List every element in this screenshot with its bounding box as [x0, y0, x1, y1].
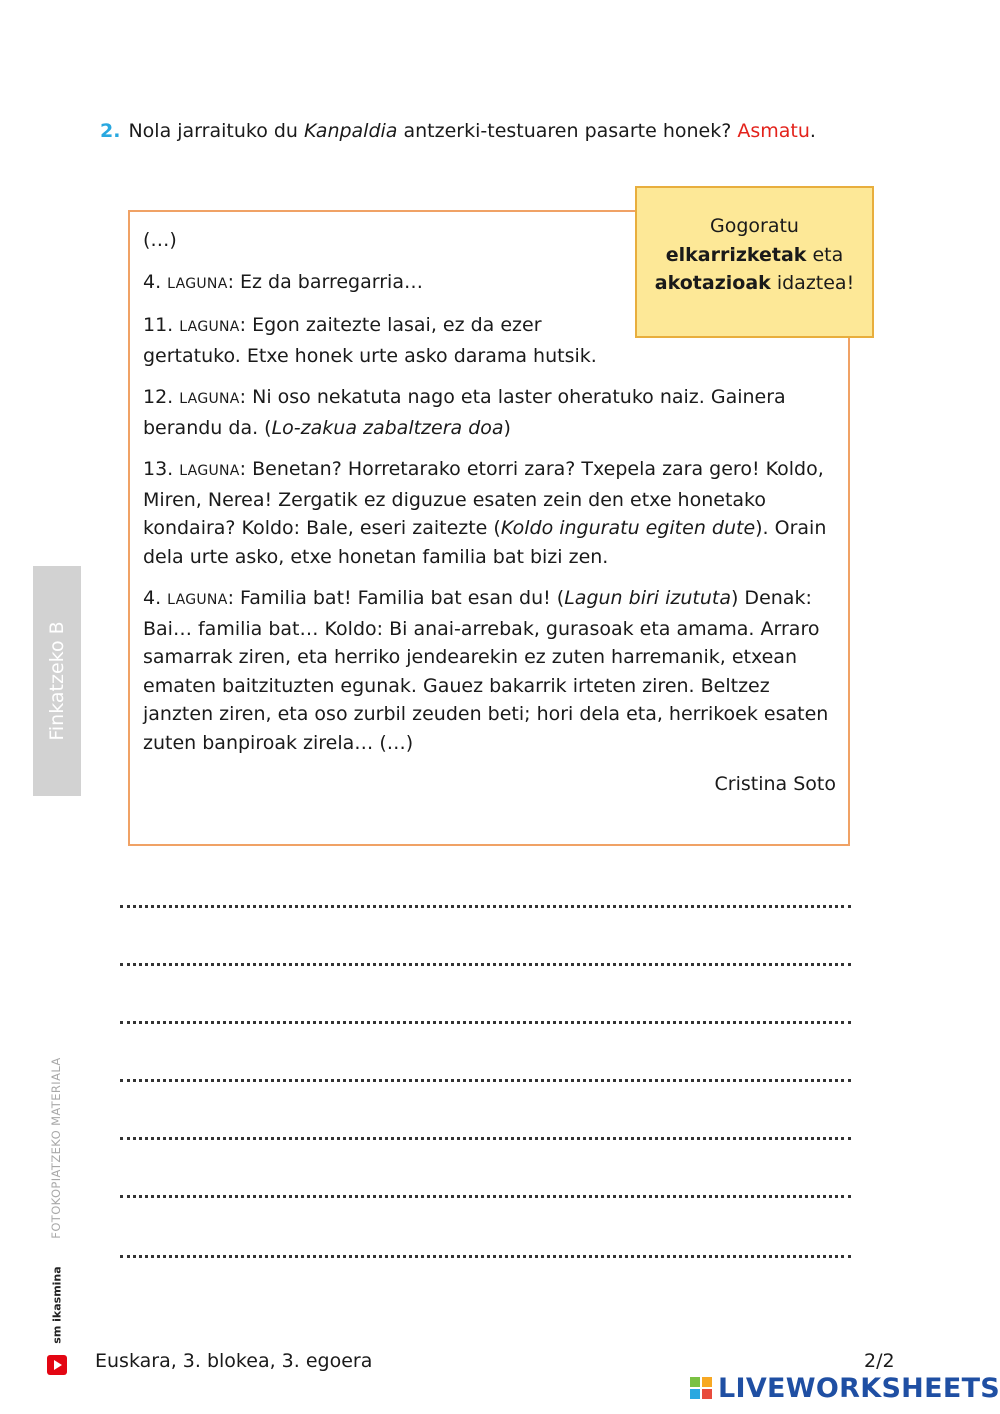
liveworksheets-logo-icon — [690, 1377, 714, 1401]
speaker-label: LAGUNA — [179, 463, 240, 479]
footer-page-number: 2/2 — [864, 1350, 895, 1372]
footer-subject: Euskara, 3. blokea, 3. egoera — [95, 1350, 373, 1372]
dialogue-text-cont: ) Denak: Bai… familia bat… Koldo: Bi anai-arrebak, gurasoak eta amama. Arraro samarrak ziren, eta herriko jendearekin ez zuten harremanik, etxean ematen baitzituzten egunak. Gauez bakarrik irteten ziren. Beltzez janzten ziren, eta oso zurbil zeuden beti; hori dela eta, herrikoek esaten zuten banpiroak zirela… (…) — [143, 587, 829, 754]
line-number: 11. — [143, 314, 180, 336]
dialogue-text: : Ez da barregarria… — [227, 270, 423, 293]
photocopy-label: FOTOKOPIATZEKO MATERIALA — [49, 1057, 63, 1239]
passage-ellipsis-start: (…) — [143, 229, 177, 251]
passage-paragraph-5 — [143, 584, 836, 757]
publisher-logo-icon — [47, 1355, 67, 1375]
question-period: . — [809, 120, 816, 142]
note-mid: eta — [806, 243, 844, 266]
note-line-1: Gogoratu — [710, 215, 799, 237]
reminder-note — [635, 186, 874, 338]
answer-line[interactable] — [120, 1021, 851, 1024]
dialogue-text-cont: ). Orain dela urte asko, etxe honetan familia bat bizi zen. — [143, 517, 827, 568]
liveworksheets-text: LIVEWORKSHEETS — [718, 1373, 1000, 1404]
answer-line[interactable] — [120, 905, 851, 908]
passage-paragraph-4 — [143, 455, 836, 571]
line-number: 4. — [143, 587, 168, 609]
note-bold-2: akotazioak — [654, 272, 771, 294]
answer-line[interactable] — [120, 963, 851, 966]
line-number: 4. — [143, 270, 168, 293]
dialogue-text: : Egon zaitezte lasai, ez da ezer — [239, 314, 542, 336]
line-number: 12. — [143, 386, 180, 408]
line-number: 13. — [143, 458, 180, 480]
stage-direction: Lagun biri izututa — [564, 587, 731, 609]
question-text-before: Nola jarraituko du — [128, 120, 305, 142]
dialogue-text-close: ) — [503, 416, 511, 439]
speaker-label: LAGUNA — [167, 275, 228, 292]
note-end: idaztea! — [770, 272, 855, 294]
stage-direction: Lo-zakua zabaltzera doa — [271, 416, 504, 439]
answer-line[interactable] — [120, 1137, 851, 1140]
note-bold-1: elkarrizketak — [665, 243, 807, 266]
dialogue-text: : Familia bat! Familia bat esan du! ( — [227, 587, 565, 609]
publisher-name: sm ikasmina — [50, 1266, 64, 1344]
answer-line[interactable] — [120, 1255, 851, 1258]
question-action: Asmatu — [737, 120, 810, 142]
dialogue-text: : Benetan? Horretarako etorri zara? Txepela zara gero! Koldo, Miren, Nerea! Zergatik ez diguzue esaten zein den etxe honetako kondaira? Koldo: Bale, eseri zaitezte ( — [143, 458, 824, 539]
liveworksheets-watermark — [690, 1373, 1000, 1404]
question-text-after: antzerki-testuaren pasarte honek? — [397, 120, 738, 142]
publisher-brand — [44, 1266, 70, 1380]
question-number: 2. — [100, 120, 121, 142]
answer-line[interactable] — [120, 1195, 851, 1198]
speaker-label: LAGUNA — [179, 391, 240, 407]
play-title: Kanpaldia — [304, 120, 398, 142]
speaker-label: LAGUNA — [179, 319, 240, 335]
question-line — [100, 118, 816, 144]
passage-paragraph-3 — [143, 383, 836, 442]
side-tab-label: Finkatzeko B — [46, 621, 68, 741]
stage-direction: Koldo inguratu egiten dute — [500, 517, 756, 539]
speaker-label: LAGUNA — [167, 592, 228, 608]
dialogue-text-cont: gertatuko. Etxe honek urte asko darama hutsik. — [143, 344, 597, 367]
answer-line[interactable] — [120, 1079, 851, 1082]
dialogue-text: : Ni oso nekatuta nago eta laster oheratuko naiz. Gainera berandu da. ( — [143, 386, 786, 439]
side-tab — [33, 566, 81, 796]
passage-author: Cristina Soto — [714, 773, 836, 795]
